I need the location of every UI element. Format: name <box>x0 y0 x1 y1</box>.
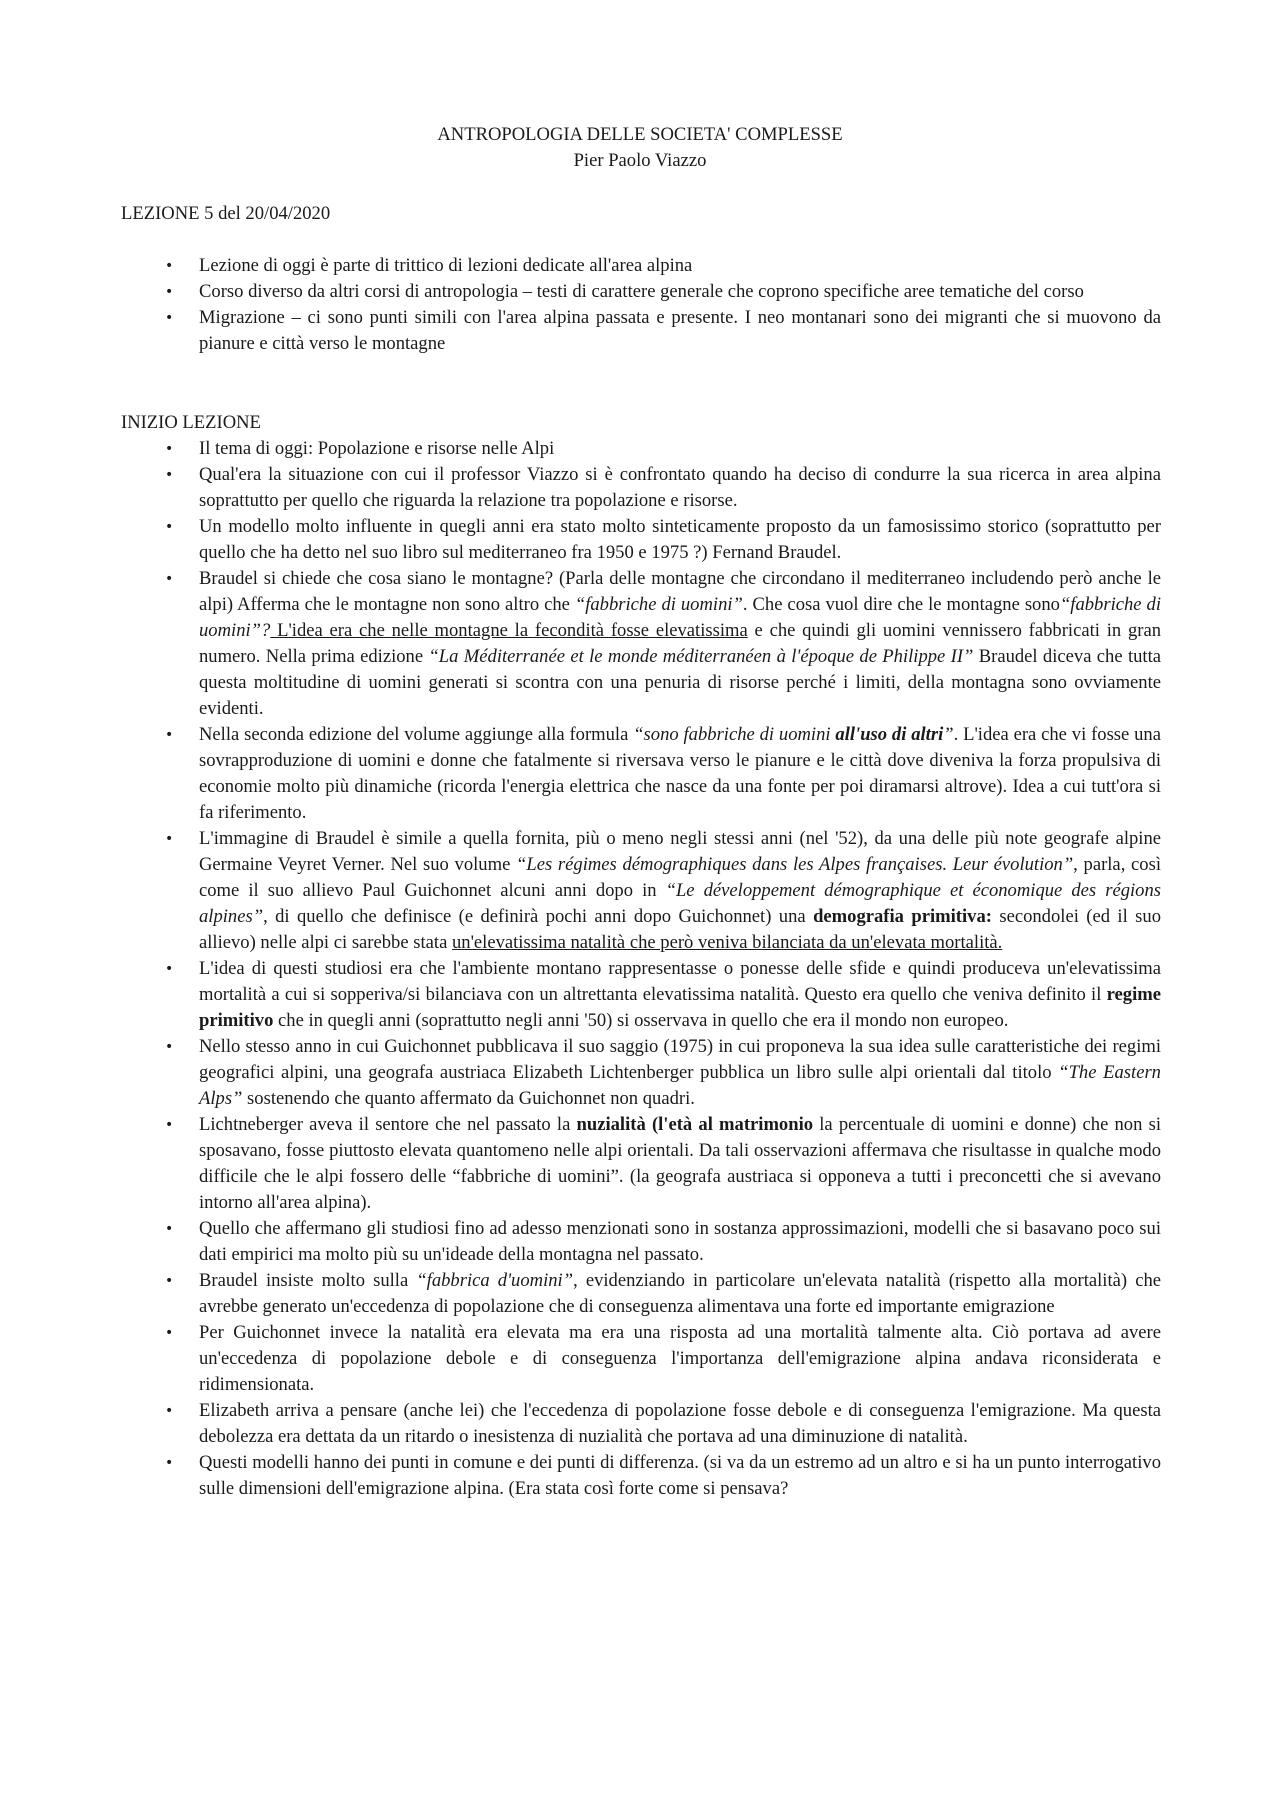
list-item: • L'idea di questi studiosi era che l'ambiente montano rappresentasse o ponesse delle sfide e quindi produceva un'elevatissima mortalità a cui si sopperiva/si bilanciava con un altrettanta elevatissima natalità. Questo era quello che veniva definito il regime primitivo che in quegli anni (soprattutto negli anni '50) si osservava in quello che era il mondo non europeo. <box>165 958 1161 1031</box>
professor-name: Pier Paolo Viazzo <box>573 150 707 171</box>
list-item: • Braudel si chiede che cosa siano le montagne? (Parla delle montagne che circondano il mediterraneo includendo però anche le alpi) Afferma che le montagne non sono altro che “fabbriche di uomini”. Che cosa vuol dire che le montagne sono“fabbriche di uomini”? L'idea era che nelle montagne la fecondità fosse elevatissima e che quindi gli uomini vennissero fabbricati in gran numero. Nella prima edizione “La Méditerranée et le monde méditerranéen à l'époque de Philippe II” Braudel diceva che tutta questa moltitudine di uomini generati si scontra con una penuria di risorse perché i limiti, della montagna sono ovviamente evidenti. <box>165 568 1161 719</box>
bullet-icon: • <box>165 1117 174 1133</box>
bullet-icon: • <box>165 519 174 535</box>
underlined-text: un'elevatissima natalità che però veniva bilanciata da un'elevata mortalità. <box>451 932 1003 953</box>
intro-list <box>121 253 1161 357</box>
bullet-icon: • <box>165 1221 174 1237</box>
bullet-icon: • <box>165 467 174 483</box>
list-item: • Nello stesso anno in cui Guichonnet pubblicava il suo saggio (1975) in cui proponeva la sua idea sulle caratteristiche dei regimi geografici alpini, una geografa austriaca Elizabeth Lichtenberger pubblica un libro sulle alpi orientali dal titolo “The Eastern Alps” sostenendo che quanto affermato da Guichonnet non quadri. <box>165 1036 1161 1109</box>
list-item: • Qual'era la situazione con cui il professor Viazzo si è confrontato quando ha deciso di condurre la sua ricerca in area alpina soprattutto per quello che riguarda la relazione tra popolazione e risorse. <box>165 464 1161 511</box>
list-item: • Il tema di oggi: Popolazione e risorse nelle Alpi <box>121 436 1161 462</box>
bullet-icon: • <box>165 571 174 587</box>
list-item: • Migrazione – ci sono punti simili con l'area alpina passata e presente. I neo montanari sono dei migranti che si muovono da pianure e città verso le montagne <box>165 307 1161 354</box>
list-item: • Nella seconda edizione del volume aggiunge alla formula “sono fabbriche di uomini all'uso di altri”. L'idea era che vi fosse una sovrapproduzione di uomini e donne che fatalmente si riversava verso le pianure e le città dove diveniva la forza propulsiva di economie molto più dinamiche (ricorda l'energia elettrica che nasce da una fonte per poi diramarsi altrove). Idea a cui tutt'ora si fa riferimento. <box>165 724 1161 823</box>
bullet-icon: • <box>165 831 174 847</box>
list-item: • Lezione di oggi è parte di trittico di lezioni dedicate all'area alpina <box>121 253 1161 279</box>
bullet-icon: • <box>165 1039 174 1055</box>
lesson-list <box>121 436 1161 1502</box>
bullet-icon: • <box>165 727 174 743</box>
bullet-icon: • <box>165 310 174 326</box>
list-item: • Lichtneberger aveva il sentore che nel passato la nuzialità (l'età al matrimonio la percentuale di uomini e donne) che non si sposavano, fosse piuttosto elevata quantomeno nelle alpi orientali. Da tali osservazioni affermava che risultasse in qualche modo difficile che le alpi fossero delle “fabbriche di uomini”. (la geografa austriaca si opponeva a tutti i preconcetti che si avevano intorno all'area alpina). <box>165 1114 1161 1213</box>
bullet-icon: • <box>165 1325 174 1341</box>
bullet-icon: • <box>165 1403 174 1419</box>
list-item: • Elizabeth arriva a pensare (anche lei) che l'eccedenza di popolazione fosse debole e di conseguenza l'emigrazione. Ma questa debolezza era dettata da un ritardo o inesistenza di nuzialità che portava ad una diminuzione di natalità. <box>165 1400 1161 1447</box>
underlined-text: L'idea era che nelle montagne la fecondità fosse elevatissima <box>270 620 748 641</box>
list-item: • L'immagine di Braudel è simile a quella fornita, più o meno negli stessi anni (nel '52), da una delle più note geografe alpine Germaine Veyret Verner. Nel suo volume “Les régimes démographiques dans les Alpes françaises. Leur évolution”, parla, così come il suo allievo Paul Guichonnet alcuni anni dopo in “Le développement démographique et économique des régions alpines”, di quello che definisce (e definirà pochi anni dopo Guichonnet) una demografia primitiva: secondolei (ed il suo allievo) nelle alpi ci sarebbe stata un'elevatissima natalità che però veniva bilanciata da un'elevata mortalità. <box>165 828 1162 953</box>
list-item: • Braudel insiste molto sulla “fabbrica d'uomini”, evidenziando in particolare un'elevata natalità (rispetto alla mortalità) che avrebbe generato un'eccedenza di popolazione che di conseguenza alimentava una forte ed importante emigrazione <box>165 1270 1161 1317</box>
section-title: INIZIO LEZIONE <box>121 412 261 433</box>
bullet-icon: • <box>165 961 174 977</box>
bullet-icon: • <box>165 1273 174 1289</box>
list-item: • Questi modelli hanno dei punti in comune e dei punti di differenza. (si va da un estremo ad un altro e si ha un punto interrogativo sulle dimensioni dell'emigrazione alpina. (Era stata così forte come si pensava? <box>165 1452 1161 1499</box>
list-item: • Un modello molto influente in quegli anni era stato molto sinteticamente proposto da un famosissimo storico (soprattutto per quello che ha detto nel suo libro sul mediterraneo fra 1950 e 1975 ?) Fernand Braudel. <box>165 516 1161 563</box>
list-item: • Corso diverso da altri corsi di antropologia – testi di carattere generale che coprono specifiche aree tematiche del corso <box>121 279 1161 305</box>
lesson-label: LEZIONE 5 del 20/04/2020 <box>121 203 331 224</box>
bullet-icon: • <box>165 1455 174 1471</box>
list-item: • Quello che affermano gli studiosi fino ad adesso menzionati sono in sostanza approssimazioni, modelli che si basavano poco sui dati empirici ma molto più su un'ideade della montagna nel passato. <box>165 1218 1161 1265</box>
bullet-icon: • <box>165 284 174 300</box>
bullet-icon: • <box>165 441 174 457</box>
bullet-icon: • <box>165 258 174 274</box>
course-title: ANTROPOLOGIA DELLE SOCIETA' COMPLESSE <box>437 124 843 145</box>
list-item: • Per Guichonnet invece la natalità era elevata ma era una risposta ad una mortalità talmente alta. Ciò portava ad avere un'eccedenza di popolazione debole e di conseguenza l'importanza dell'emigrazione alpina andava riconsiderata e ridimensionata. <box>165 1322 1161 1395</box>
document-header <box>0 122 1280 174</box>
